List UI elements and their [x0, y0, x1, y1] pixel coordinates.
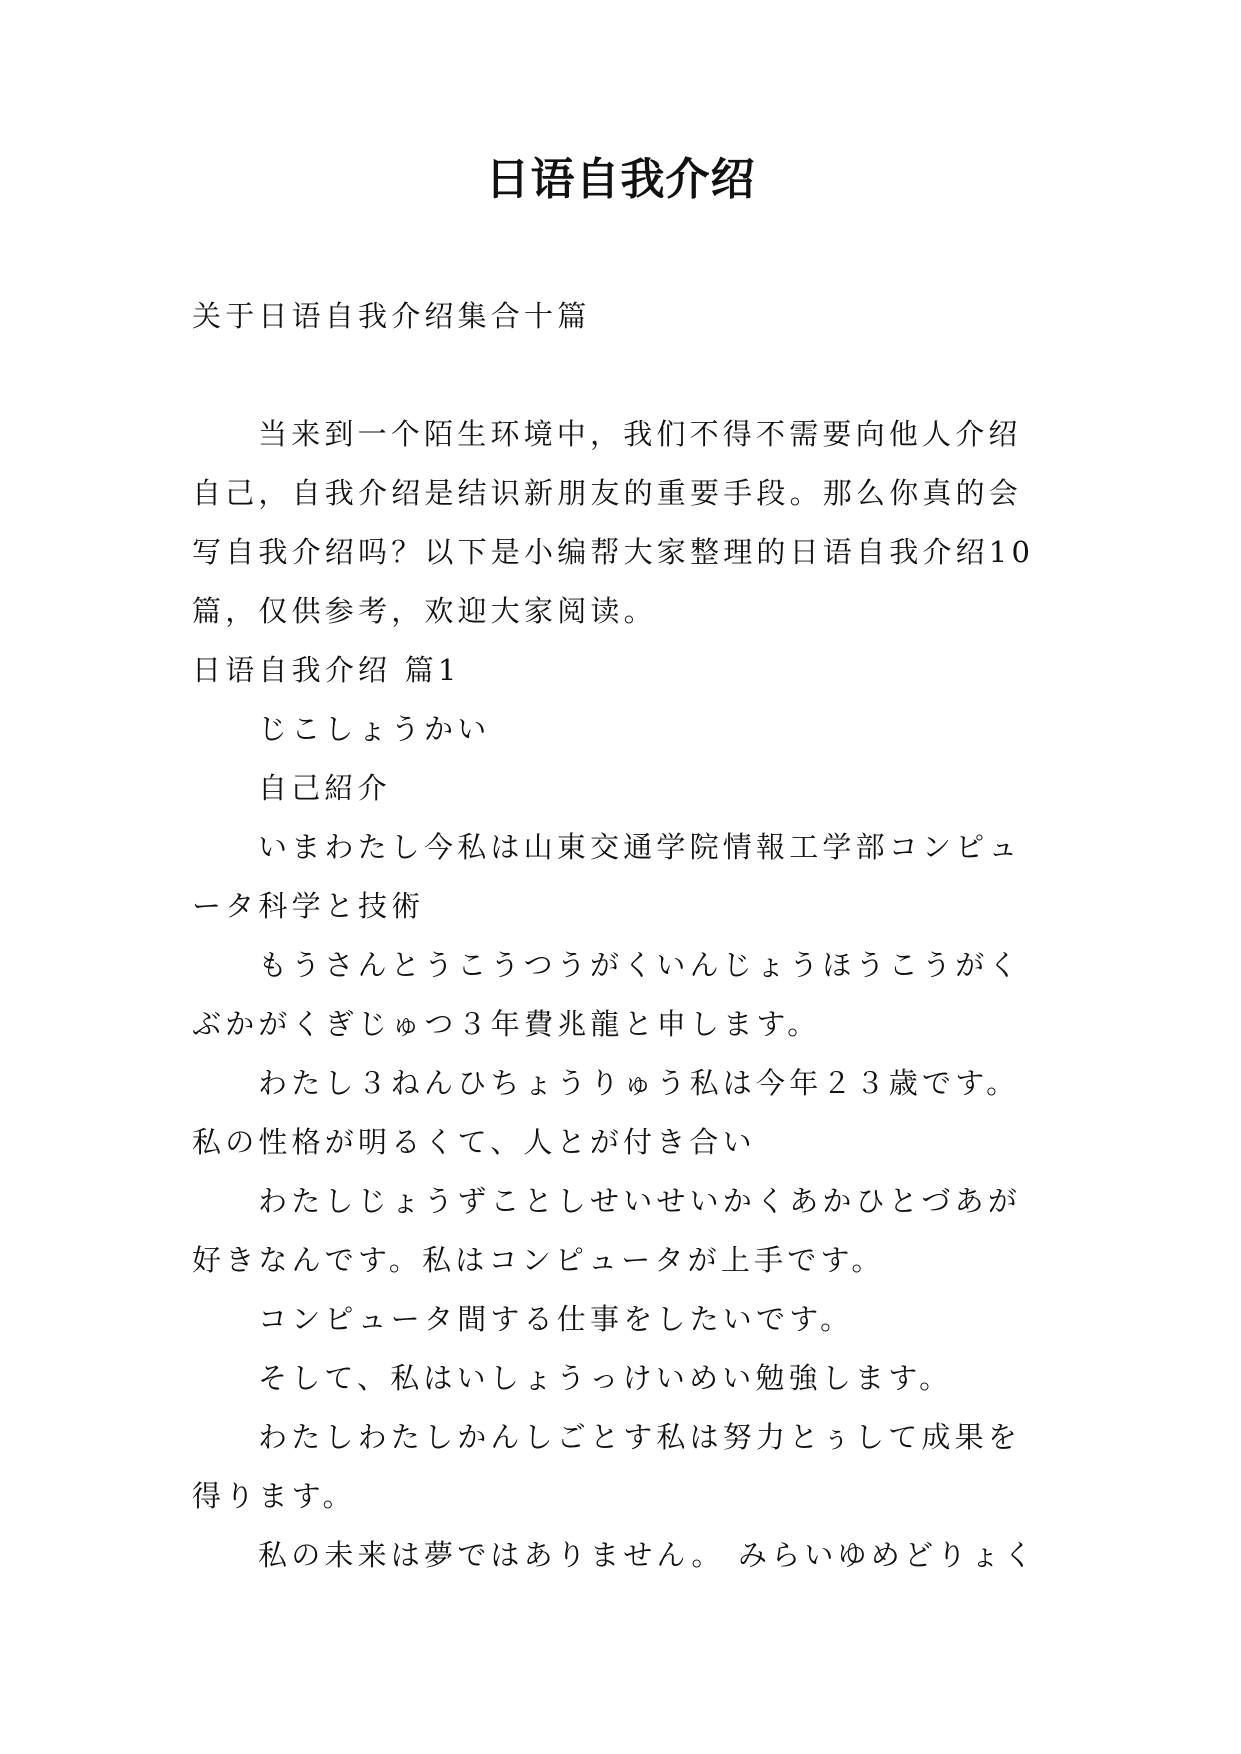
document-subtitle: 关于日语自我介绍集合十篇 — [192, 299, 591, 333]
document-body — [192, 287, 1052, 1585]
document-title: 日语自我介绍 — [485, 154, 756, 205]
paragraph: わたしじょうずことしせいせいかくあかひとづあが好きなんです。私はコンピュータが上手です。 — [192, 1184, 1022, 1277]
paragraph: コンピュータ間する仕事をしたいです。 — [258, 1302, 854, 1336]
paragraph: わたしわたしかんしごとす私は努力とぅして成果を得ります。 — [192, 1420, 1022, 1513]
paragraph: いまわたし今私は山東交通学院情報工学部コンピュータ科学と技術 — [192, 830, 1022, 923]
paragraph-intro: 当来到一个陌生环境中，我们不得不需要向他人介绍自己，自我介绍是结识新朋友的重要手段。那么你真的会写自我介绍吗？以下是小编帮大家整理的日语自我介绍10篇，仅供参考，欢迎大家阅读。 — [192, 417, 1035, 628]
paragraph: じこしょうかい — [258, 712, 491, 746]
paragraph: そして、私はいしょうっけいめい勉強します。 — [258, 1361, 953, 1395]
paragraph: 私の未来は夢ではありません。 みらいゆめどりょく — [258, 1538, 1037, 1572]
paragraph: もうさんとうこうつうがくいんじょうほうこうがくぶかがくぎじゅつ３年費兆龍と申します。 — [192, 948, 1022, 1041]
section-heading: 日语自我介绍 篇1 — [192, 653, 461, 687]
paragraph: わたし３ねんひちょうりゅう私は今年２３歳です。私の性格が明るくて、人とが付き合い — [192, 1066, 1020, 1159]
paragraph: 自己紹介 — [258, 771, 391, 805]
